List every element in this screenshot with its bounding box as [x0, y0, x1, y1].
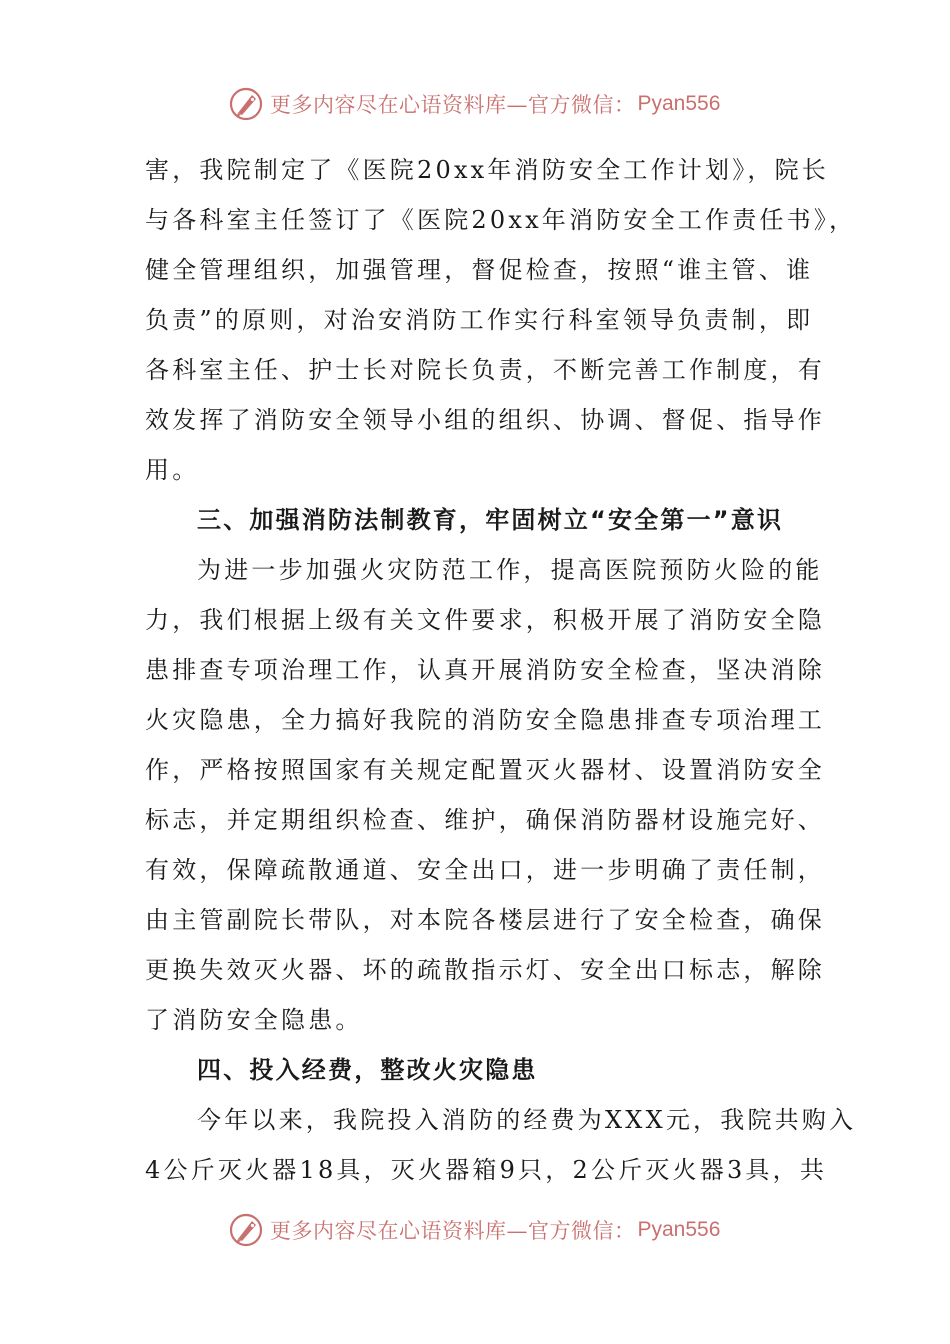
body-line: 害，我院制定了《医院20xx年消防安全工作计划》，院长	[145, 156, 830, 184]
section-heading-4: 四、投入经费，整改火灾隐患	[197, 1056, 538, 1084]
body-line: 有效，保障疏散通道、安全出口，进一步明确了责任制，	[145, 856, 825, 884]
header-watermark	[228, 84, 748, 124]
body-line: 作，严格按照国家有关规定配置灭火器材、设置消防安全	[145, 756, 825, 784]
watermark-text: 更多内容尽在心语资料库—官方微信：	[270, 93, 636, 117]
footer-watermark	[228, 1210, 748, 1250]
body-line: 与各科室主任签订了《医院20xx年消防安全工作责任书》，	[145, 206, 857, 234]
body-line: 今年以来，我院投入消防的经费为XXX元，我院共购入	[197, 1106, 857, 1134]
watermark-text: 更多内容尽在心语资料库—官方微信：	[270, 1219, 636, 1243]
section-heading-3: 三、加强消防法制教育，牢固树立“安全第一”意识	[197, 506, 784, 534]
body-line: 负责”的原则，对治安消防工作实行科室领导负责制，即	[145, 306, 814, 334]
body-line: 标志，并定期组织检查、维护，确保消防器材设施完好、	[145, 806, 825, 834]
body-line: 效发挥了消防安全领导小组的组织、协调、督促、指导作	[145, 406, 825, 434]
body-line: 更换失效灭火器、坏的疏散指示灯、安全出口标志，解除	[145, 956, 825, 984]
body-line: 了消防安全隐患。	[145, 1006, 363, 1034]
body-line: 健全管理组织，加强管理，督促检查，按照“谁主管、谁	[145, 256, 814, 284]
body-line: 各科室主任、护士长对院长负责，不断完善工作制度，有	[145, 356, 825, 384]
body-line: 力，我们根据上级有关文件要求，积极开展了消防安全隐	[145, 606, 825, 634]
body-line: 4公斤灭火器18具，灭火器箱9只，2公斤灭火器3具，共	[145, 1156, 828, 1184]
pen-nib-logo-icon	[228, 86, 264, 122]
watermark-wechat-id: Pyan556	[637, 1218, 721, 1241]
body-line: 由主管副院长带队，对本院各楼层进行了安全检查，确保	[145, 906, 825, 934]
watermark-wechat-id: Pyan556	[637, 92, 721, 115]
pen-nib-logo-icon	[228, 1212, 264, 1248]
document-body	[145, 145, 857, 1195]
body-line: 火灾隐患，全力搞好我院的消防安全隐患排查专项治理工	[145, 706, 825, 734]
body-line: 患排查专项治理工作，认真开展消防安全检查，坚决消除	[145, 656, 825, 684]
body-line: 用。	[145, 456, 200, 484]
body-line: 为进一步加强火灾防范工作，提高医院预防火险的能	[197, 556, 823, 584]
